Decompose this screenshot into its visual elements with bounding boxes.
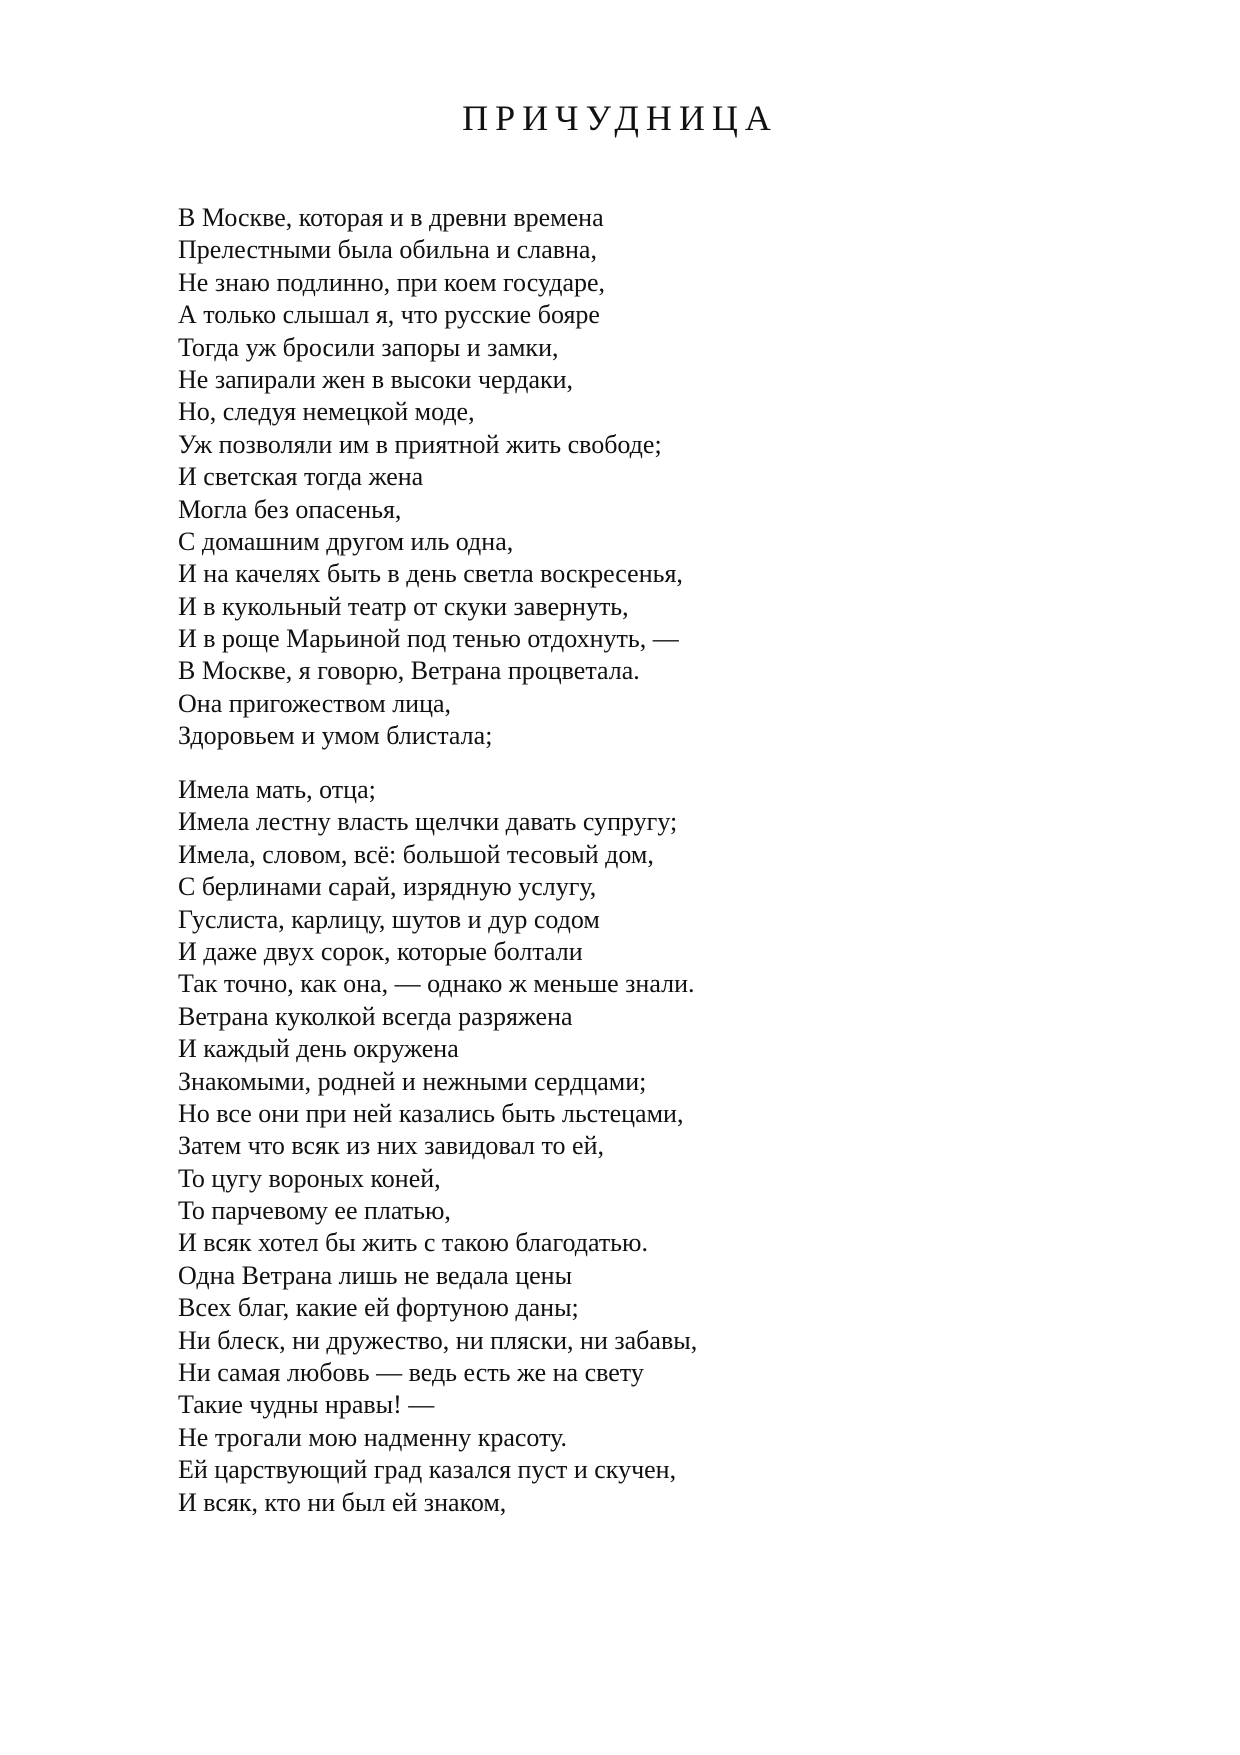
stanza-2 <box>178 774 697 1519</box>
poem-line: Такие чудны нравы! — <box>178 1390 435 1420</box>
stanza-1 <box>178 202 683 753</box>
poem-line: Имела мать, отца; <box>178 775 376 804</box>
poem-line: Всех благ, какие ей фортуною даны; <box>178 1293 579 1323</box>
poem-line: Не запирали жен в высоки чердаки, <box>178 364 574 394</box>
poem-line: Имела лестну власть щелчки давать супругу; <box>178 807 678 837</box>
poem-line: Ни самая любовь — ведь есть же на свету <box>178 1358 644 1388</box>
poem-line: Не трогали мою надменну красоту. <box>178 1422 567 1452</box>
poem-line: Имела, словом, всё: большой тесовый дом, <box>178 839 654 869</box>
poem-title: ПРИЧУДНИЦА <box>462 98 778 138</box>
poem-line: То цугу вороных коней, <box>178 1163 441 1193</box>
poem-line: А только слышал я, что русские бояре <box>178 300 600 330</box>
poem-line: Прелестными была обильна и славна, <box>178 235 597 265</box>
poem-line: И светская тогда жена <box>178 462 424 492</box>
poem-line: Здоровьем и умом блистала; <box>178 721 493 751</box>
poem-line: Так точно, как она, — однако ж меньше знали. <box>178 969 695 999</box>
poem-line: С домашним другом иль одна, <box>178 526 514 556</box>
poem-line: Ветрана куколкой всегда разряжена <box>178 1001 573 1031</box>
poem-line: Тогда уж бросили запоры и замки, <box>178 332 559 362</box>
poem-line: Ни блеск, ни дружество, ни пляски, ни забавы, <box>178 1325 698 1355</box>
poem-line: И даже двух сорок, которые болтали <box>178 936 583 966</box>
poem-line: Могла без опасенья, <box>178 494 402 524</box>
poem-line: Одна Ветрана лишь не ведала цены <box>178 1260 573 1290</box>
poem-line: В Москве, которая и в древни времена <box>178 203 604 232</box>
poem-line: Знакомыми, родней и нежными сердцами; <box>178 1066 647 1096</box>
poem-line: Но все они при ней казались быть льстецами, <box>178 1098 684 1128</box>
poem-line: И на качелях быть в день светла воскресенья, <box>178 559 683 589</box>
poem-line: То парчевому ее платью, <box>178 1196 451 1226</box>
poem-line: Не знаю подлинно, при коем государе, <box>178 267 606 297</box>
poem-line: И всяк хотел бы жить с такою благодатью. <box>178 1228 648 1258</box>
poem-line: В Москве, я говорю, Ветрана процветала. <box>178 656 640 686</box>
poem-line: Гуслиста, карлицу, шутов и дур содом <box>178 904 600 934</box>
poem-line: Она пригожеством лица, <box>178 688 452 718</box>
poem-line: И каждый день окружена <box>178 1034 459 1064</box>
poem-line: Затем что всяк из них завидовал то ей, <box>178 1131 604 1161</box>
poem-line: И всяк, кто ни был ей знаком, <box>178 1487 507 1517</box>
poem-line: И в кукольный театр от скуки завернуть, <box>178 591 629 621</box>
poem-line: И в роще Марьиной под тенью отдохнуть, — <box>178 624 679 654</box>
poem-line: Ей царствующий град казался пуст и скучен, <box>178 1455 677 1485</box>
poem-line: Уж позволяли им в приятной жить свободе; <box>178 429 662 459</box>
poem-line: Но, следуя немецкой моде, <box>178 397 475 427</box>
poem-line: С берлинами сарай, изрядную услугу, <box>178 872 597 902</box>
